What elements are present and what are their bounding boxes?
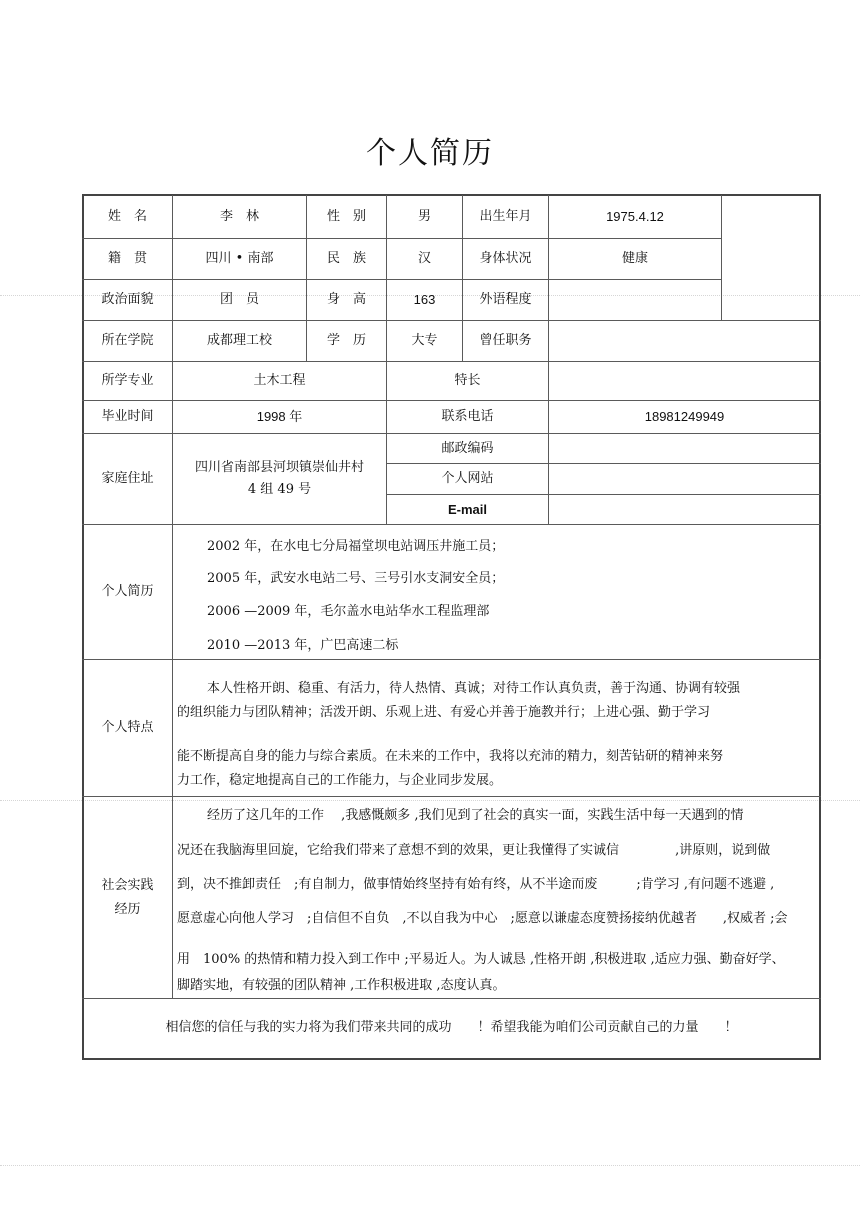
school-label: 所在学院 [101,333,154,349]
ethnic-value: 汉 [417,251,431,267]
birth-value: 1975.4.12 [606,209,664,225]
former-post-label: 曾任职务 [479,333,532,349]
education-label: 学 历 [326,333,366,349]
address-value [173,434,386,524]
graduation-value: 1998 年 [256,409,303,425]
traits-label: 个人特点 [101,720,154,736]
traits-line: 能不断提高自身的能力与综合素质。在未来的工作中，我将以充沛的精力，刻苦钻研的精神来努 [177,749,724,764]
name-label: 姓 名 [107,209,147,225]
native-place-label: 籍 贯 [107,251,147,267]
height-value: 163 [413,292,436,308]
graduation-label: 毕业时间 [101,409,154,425]
height-label: 身 高 [326,292,366,308]
gender-value: 男 [417,209,431,225]
grid-line [82,659,821,660]
traits-line: 力工作，稳定地提高自己的工作能力，与企业同步发展。 [177,773,503,788]
postcode-label: 邮政编码 [441,440,494,456]
postcode-value [549,434,820,463]
grid-line [82,524,821,525]
address-line-2: 4 组 49 号 [247,482,312,497]
health-label: 身体状况 [479,251,532,267]
major-value: 土木工程 [253,373,306,389]
practice-line: 用 100% 的热情和精力投入到工作中 ;平易近人。为人诚恳 ,性格开朗 ,积极进取 ,适应力强、勤奋好学、 [177,952,785,967]
email-value [549,495,820,524]
ethnic-label: 民 族 [326,251,366,267]
health-value: 健康 [621,251,648,267]
resume-line: 2005 年，武安水电站二号、三号引水支洞安全员； [207,571,505,586]
traits-line: 的组织能力与团队精神；活泼开朗、乐观上进、有爱心并善于施教并行；上进心强、勤于学习 [177,705,711,720]
name-value: 李 林 [219,209,259,225]
grid-line [721,195,722,320]
address-label: 家庭住址 [101,471,154,487]
political-value: 团 员 [219,292,259,308]
address-line-1: 四川省南部县河坝镇崇仙井村 [194,460,364,476]
closing-statement: 相信您的信任与我的实力将为我们带来共同的成功 ！希望我能为咱们公司贡献自己的力量 ！ [165,1020,738,1036]
political-label: 政治面貌 [101,292,154,308]
education-value: 大专 [411,333,438,349]
grid-line [82,796,821,797]
bottom-dotted-rule [0,1165,860,1166]
resume-line: 2006 —2009 年，毛尔盖水电站华水工程监理部 [207,604,490,619]
resume-line: 2002 年，在水电七分局福堂坝电站调压井施工员； [207,539,505,554]
language-value [549,280,721,320]
phone-value: 18981249949 [644,409,725,425]
native-place-value: 四川 • 南部 [205,251,274,267]
resume-line: 2010 —2013 年，广巴高速二标 [207,638,399,653]
website-value [549,464,820,494]
practice-line: 脚踏实地，有较强的团队精神 ,工作积极进取 ,态度认真。 [177,978,506,993]
practice-line: 况还在我脑海里回旋，它给我们带来了意想不到的效果，更让我懂得了实诚信 ,讲原则，说到做 [177,843,771,858]
major-label: 所学专业 [101,373,154,389]
website-label: 个人网站 [441,471,494,487]
traits-line: 本人性格开朗、稳重、有活力，待人热情、真诚；对待工作认真负责，善于沟通、协调有较强 [207,681,741,696]
practice-label-line-2: 经历 [114,901,141,917]
practice-line: 经历了这几年的工作 ,我感慨颇多 ,我们见到了社会的真实一面，实践生活中每一天遇到的情 [207,808,744,823]
practice-label [83,797,172,998]
resume-label: 个人简历 [101,584,154,600]
specialty-label: 特长 [454,373,481,389]
practice-line: 到，决不推卸责任 ;有自制力，做事情始终坚持有始有终，从不半途而废 ;肯学习 ,有问题不逃避 , [177,877,775,892]
school-value: 成都理工校 [206,333,272,349]
phone-label: 联系电话 [441,409,494,425]
birth-label: 出生年月 [479,209,532,225]
document-title: 个人简历 [366,136,494,171]
former-post-value [549,321,820,361]
email-label: E-mail [447,501,487,517]
gender-label: 性 别 [326,209,366,225]
practice-label-line-1: 社会实践 [101,877,154,893]
practice-line: 愿意虚心向他人学习 ;自信但不自负 ,不以自我为中心 ;愿意以谦虚态度赞扬接纳优越者 ,权威者 ;会 [177,911,788,926]
language-label: 外语程度 [479,292,532,308]
specialty-value [549,362,820,400]
